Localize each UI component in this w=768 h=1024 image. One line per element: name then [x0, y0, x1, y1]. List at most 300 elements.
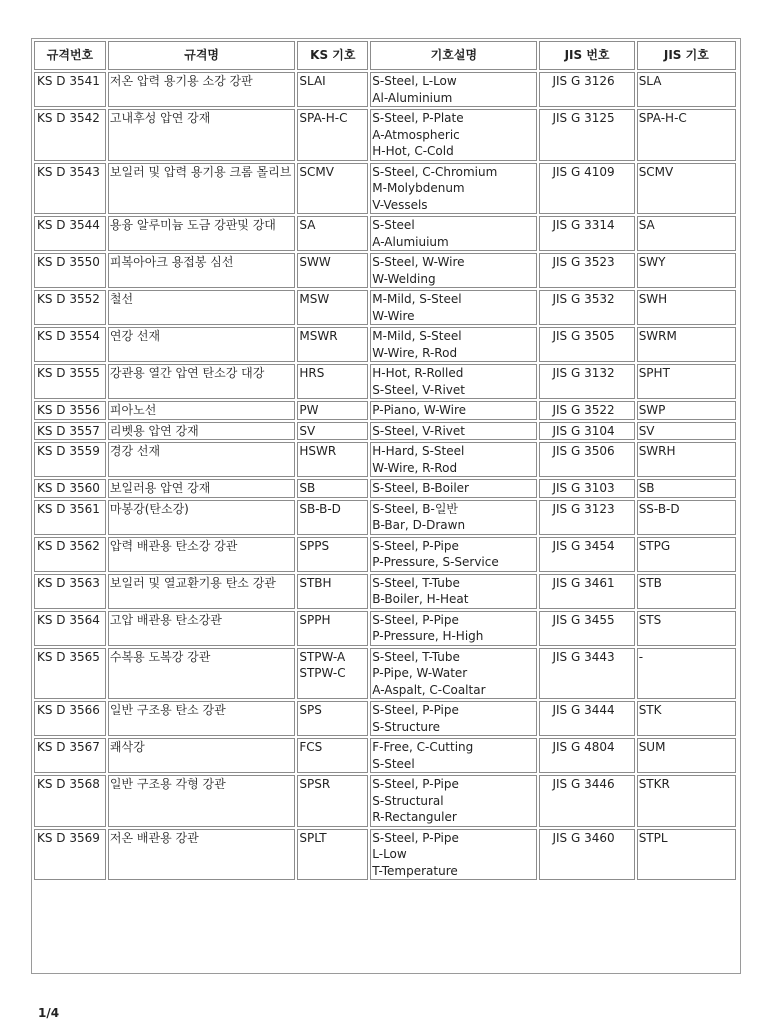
table-row [34, 253, 736, 288]
standards-table [32, 39, 738, 882]
cell-line: S-Steel, P-Pipe [372, 703, 459, 717]
symbol-description-cell [370, 829, 537, 881]
ks-symbol-cell [297, 829, 368, 881]
cell-text: SUM [638, 740, 666, 754]
cell-text: KS D 3557 [37, 423, 100, 438]
cell-line: S-Steel, C-Chromium [372, 164, 498, 179]
jis-number-cell [539, 422, 634, 441]
cell-text: 리벳용 압연 강재 [109, 423, 199, 438]
cell-line: L-Low [372, 847, 407, 861]
standard-number-cell [34, 537, 106, 572]
ks-symbol-cell [297, 364, 368, 399]
ks-symbol-cell [297, 701, 368, 736]
cell-line: S-Structural [372, 793, 444, 808]
cell-text: JIS G 3505 [552, 329, 615, 343]
cell-text: KS D 3569 [37, 830, 100, 845]
cell-line: B-Bar, D-Drawn [372, 518, 466, 532]
cell-text: 저온 배관용 강관 [109, 830, 199, 845]
jis-symbol-cell [637, 479, 736, 498]
table-row [34, 829, 736, 881]
jis-number-cell [539, 72, 634, 107]
cell-line: S-Steel, T-Tube [372, 575, 460, 590]
standard-name-cell [108, 500, 295, 535]
cell-text: STKR [638, 777, 670, 791]
table-row [34, 327, 736, 362]
cell-line: S-Steel, P-Pipe [372, 612, 459, 627]
cell-line: R-Rectanguler [372, 810, 457, 824]
cell-line: MSW [299, 292, 330, 306]
standard-number-cell [34, 401, 106, 420]
symbol-description-cell [370, 253, 537, 288]
cell-line: PW [299, 403, 319, 417]
symbol-description-cell [370, 738, 537, 773]
standard-number-cell [34, 327, 106, 362]
ks-symbol-cell [297, 216, 368, 251]
cell-text: JIS G 3123 [552, 501, 615, 516]
header-symbol-description: 기호설명 [370, 41, 537, 70]
table-row [34, 500, 736, 535]
standard-number-cell [34, 611, 106, 646]
symbol-description-cell [370, 537, 537, 572]
cell-line: W-Welding [372, 271, 436, 286]
cell-text: JIS G 3460 [552, 830, 615, 845]
jis-symbol-cell [637, 327, 736, 362]
symbol-description-cell [370, 775, 537, 827]
cell-text: KS D 3562 [37, 538, 100, 553]
symbol-description-cell [370, 163, 537, 215]
standard-name-cell [108, 163, 295, 215]
jis-symbol-cell [637, 442, 736, 477]
table-row [34, 422, 736, 441]
table-row [34, 701, 736, 736]
cell-text: 경강 선재 [109, 444, 161, 458]
cell-line: SPS [299, 703, 322, 717]
cell-text: JIS G 3532 [552, 292, 615, 306]
ks-symbol-cell [297, 163, 368, 215]
cell-line: P-Piano, W-Wire [372, 403, 467, 417]
standard-name-cell [108, 829, 295, 881]
standard-number-cell [34, 775, 106, 827]
cell-text: 보일러 및 압력 용기용 크롬 몰리브 [109, 164, 292, 179]
jis-symbol-cell [637, 253, 736, 288]
standard-number-cell [34, 701, 106, 736]
jis-number-cell [539, 537, 634, 572]
symbol-description-cell [370, 648, 537, 700]
cell-line: FCS [299, 740, 323, 754]
standard-number-cell [34, 500, 106, 535]
standard-name-cell [108, 738, 295, 773]
cell-text: JIS G 4109 [552, 164, 615, 179]
standard-name-cell [108, 253, 295, 288]
jis-number-cell [539, 442, 634, 477]
table-row [34, 648, 736, 700]
cell-line: SB-B-D [299, 501, 341, 516]
cell-text: SPA-H-C [638, 111, 687, 125]
cell-line: H-Hot, R-Rolled [372, 366, 464, 380]
jis-number-cell [539, 500, 634, 535]
cell-text: KS D 3552 [37, 292, 100, 306]
cell-text: 저온 압력 용기용 소강 강판 [109, 74, 253, 88]
cell-text: SCMV [638, 164, 674, 179]
cell-line: T-Temperature [372, 863, 458, 878]
cell-line: S-Steel [372, 218, 415, 232]
cell-text: 일반 구조용 각형 강관 [109, 777, 226, 791]
cell-text: 압력 배관용 탄소강 강관 [109, 538, 238, 553]
cell-line: W-Wire [372, 308, 415, 323]
ks-symbol-cell [297, 500, 368, 535]
cell-text: 고압 배관용 탄소강관 [109, 612, 222, 627]
cell-text: 철선 [109, 292, 134, 306]
ks-symbol-cell [297, 611, 368, 646]
ks-symbol-cell [297, 442, 368, 477]
ks-symbol-cell [297, 327, 368, 362]
jis-number-cell [539, 290, 634, 325]
cell-text: 보일러용 압연 강재 [109, 481, 211, 495]
cell-text: JIS G 3446 [552, 777, 615, 791]
cell-line: H-Hard, S-Steel [372, 444, 465, 458]
jis-symbol-cell [637, 401, 736, 420]
standard-name-cell [108, 401, 295, 420]
jis-number-cell [539, 327, 634, 362]
standard-name-cell [108, 442, 295, 477]
cell-line: H-Hot, C-Cold [372, 144, 454, 158]
jis-number-cell [539, 216, 634, 251]
table-row [34, 479, 736, 498]
cell-text: JIS G 3443 [552, 649, 615, 664]
ks-symbol-cell [297, 401, 368, 420]
cell-text: 마봉강(탄소강) [109, 501, 189, 516]
cell-line: HRS [299, 366, 325, 380]
cell-line: S-Steel [372, 756, 415, 771]
ks-symbol-cell [297, 253, 368, 288]
cell-text: KS D 3567 [37, 740, 100, 754]
jis-number-cell [539, 163, 634, 215]
jis-symbol-cell [637, 537, 736, 572]
jis-symbol-cell [637, 290, 736, 325]
cell-line: MSWR [299, 329, 338, 343]
cell-text: KS D 3542 [37, 111, 100, 125]
jis-number-cell [539, 109, 634, 161]
jis-number-cell [539, 701, 634, 736]
cell-line: P-Pressure, S-Service [372, 555, 499, 569]
cell-line: F-Free, C-Cutting [372, 740, 474, 754]
cell-line: W-Wire, R-Rod [372, 345, 458, 360]
standard-number-cell [34, 290, 106, 325]
cell-text: 강관용 열간 압연 탄소강 대강 [109, 366, 265, 380]
jis-number-cell [539, 401, 634, 420]
cell-text: JIS G 3314 [552, 218, 615, 232]
standard-number-cell [34, 163, 106, 215]
cell-text: STB [638, 575, 662, 590]
cell-text: KS D 3565 [37, 649, 100, 664]
cell-text: 용융 알루미늄 도금 강판및 강대 [109, 218, 276, 232]
cell-line: SV [299, 423, 316, 438]
cell-text: - [638, 649, 644, 664]
cell-line: S-Structure [372, 719, 441, 734]
jis-number-cell [539, 479, 634, 498]
table-header-row [34, 41, 736, 70]
cell-line: HSWR [299, 444, 337, 458]
cell-text: JIS G 3506 [552, 444, 615, 458]
cell-line: M-Mild, S-Steel [372, 329, 462, 343]
symbol-description-cell [370, 479, 537, 498]
cell-line: S-Steel, P-Plate [372, 111, 464, 125]
jis-number-cell [539, 648, 634, 700]
jis-symbol-cell [637, 829, 736, 881]
cell-text: JIS G 3522 [552, 403, 615, 417]
cell-line: STPW-C [299, 666, 346, 680]
jis-symbol-cell [637, 109, 736, 161]
jis-symbol-cell [637, 648, 736, 700]
cell-text: SWP [638, 403, 666, 417]
cell-line: SWW [299, 255, 331, 269]
jis-number-cell [539, 364, 634, 399]
symbol-description-cell [370, 422, 537, 441]
jis-number-cell [539, 574, 634, 609]
cell-line: P-Pipe, W-Water [372, 666, 468, 680]
standard-number-cell [34, 253, 106, 288]
standard-name-cell [108, 611, 295, 646]
jis-symbol-cell [637, 775, 736, 827]
jis-symbol-cell [637, 216, 736, 251]
jis-symbol-cell [637, 500, 736, 535]
standard-name-cell [108, 327, 295, 362]
cell-text: 고내후성 압연 강재 [109, 111, 211, 125]
table-row [34, 574, 736, 609]
ks-symbol-cell [297, 574, 368, 609]
cell-line: S-Steel, B-일반 [372, 501, 459, 516]
cell-text: SV [638, 423, 655, 438]
symbol-description-cell [370, 364, 537, 399]
cell-line: A-Atmospheric [372, 127, 460, 142]
standard-name-cell [108, 72, 295, 107]
cell-line: S-Steel, L-Low [372, 74, 457, 88]
cell-line: SPLT [299, 830, 327, 845]
cell-line: STBH [299, 575, 332, 590]
cell-text: 연강 선재 [109, 329, 161, 343]
symbol-description-cell [370, 574, 537, 609]
cell-line: W-Wire, R-Rod [372, 460, 458, 475]
standard-number-cell [34, 109, 106, 161]
jis-number-cell [539, 775, 634, 827]
standard-number-cell [34, 479, 106, 498]
standard-number-cell [34, 738, 106, 773]
table-row [34, 738, 736, 773]
cell-text: KS D 3560 [37, 481, 100, 495]
cell-line: SA [299, 218, 316, 232]
cell-line: S-Steel, P-Pipe [372, 830, 459, 845]
cell-line: S-Steel, P-Pipe [372, 538, 459, 553]
cell-line: A-Alumiuium [372, 234, 449, 249]
cell-text: SWY [638, 255, 666, 269]
standard-name-cell [108, 364, 295, 399]
cell-text: 피복아아크 용접봉 심선 [109, 255, 234, 269]
cell-line: B-Boiler, H-Heat [372, 592, 469, 606]
standard-name-cell [108, 648, 295, 700]
standard-name-cell [108, 775, 295, 827]
cell-line: SPSR [299, 777, 331, 791]
table-row [34, 290, 736, 325]
cell-text: KS D 3544 [37, 218, 100, 232]
ks-symbol-cell [297, 422, 368, 441]
ks-symbol-cell [297, 775, 368, 827]
cell-line: SCMV [299, 164, 334, 179]
cell-text: JIS G 3132 [552, 366, 615, 380]
cell-text: KS D 3555 [37, 366, 100, 380]
symbol-description-cell [370, 401, 537, 420]
jis-symbol-cell [637, 422, 736, 441]
cell-line: SPPH [299, 612, 331, 627]
symbol-description-cell [370, 500, 537, 535]
standard-name-cell [108, 701, 295, 736]
standard-name-cell [108, 109, 295, 161]
cell-line: P-Pressure, H-High [372, 629, 484, 643]
standard-name-cell [108, 574, 295, 609]
header-jis-symbol: JIS 기호 [637, 41, 736, 70]
header-jis-number: JIS 번호 [539, 41, 634, 70]
cell-text: 쾌삭강 [109, 740, 145, 754]
cell-line: V-Vessels [372, 197, 428, 212]
cell-text: JIS G 3455 [552, 612, 615, 627]
cell-text: SWRH [638, 444, 676, 458]
cell-text: JIS G 3523 [552, 255, 615, 269]
standards-table-frame [31, 38, 741, 974]
table-row [34, 109, 736, 161]
cell-text: SA [638, 218, 655, 232]
header-ks-symbol: KS 기호 [297, 41, 368, 70]
symbol-description-cell [370, 701, 537, 736]
cell-text: SWRM [638, 329, 677, 343]
table-row [34, 364, 736, 399]
cell-text: JIS G 4804 [552, 740, 615, 754]
standard-number-cell [34, 72, 106, 107]
cell-text: JIS G 3104 [552, 423, 615, 438]
cell-text: JIS G 3125 [552, 111, 615, 125]
standard-number-cell [34, 829, 106, 881]
cell-text: JIS G 3103 [552, 481, 615, 495]
cell-text: STS [638, 612, 662, 627]
table-row [34, 442, 736, 477]
jis-number-cell [539, 738, 634, 773]
jis-symbol-cell [637, 72, 736, 107]
table-row [34, 775, 736, 827]
standard-number-cell [34, 648, 106, 700]
jis-symbol-cell [637, 611, 736, 646]
ks-symbol-cell [297, 72, 368, 107]
standard-number-cell [34, 422, 106, 441]
standard-name-cell [108, 290, 295, 325]
cell-line: S-Steel, B-Boiler [372, 481, 469, 495]
cell-text: KS D 3568 [37, 777, 100, 791]
standard-name-cell [108, 537, 295, 572]
standard-number-cell [34, 574, 106, 609]
symbol-description-cell [370, 327, 537, 362]
cell-text: 일반 구조용 탄소 강관 [109, 703, 226, 717]
symbol-description-cell [370, 442, 537, 477]
standard-number-cell [34, 442, 106, 477]
cell-text: KS D 3564 [37, 612, 100, 627]
cell-line: M-Molybdenum [372, 181, 465, 195]
cell-text: JIS G 3444 [552, 703, 615, 717]
cell-text: 피아노선 [109, 403, 157, 417]
standard-name-cell [108, 479, 295, 498]
cell-text: KS D 3556 [37, 403, 100, 417]
cell-text: STPG [638, 538, 671, 553]
cell-text: KS D 3541 [37, 74, 100, 88]
cell-text: SLA [638, 74, 662, 88]
cell-text: KS D 3563 [37, 575, 100, 590]
table-row [34, 611, 736, 646]
table-row [34, 216, 736, 251]
cell-text: SS-B-D [638, 501, 680, 516]
cell-line: S-Steel, P-Pipe [372, 777, 459, 791]
table-row [34, 401, 736, 420]
cell-line: S-Steel, W-Wire [372, 255, 465, 269]
cell-text: JIS G 3126 [552, 74, 615, 88]
ks-symbol-cell [297, 537, 368, 572]
standard-name-cell [108, 216, 295, 251]
symbol-description-cell [370, 290, 537, 325]
cell-text: SWH [638, 292, 668, 306]
cell-text: KS D 3554 [37, 329, 100, 343]
ks-symbol-cell [297, 479, 368, 498]
cell-text: STK [638, 703, 662, 717]
ks-symbol-cell [297, 290, 368, 325]
cell-line: SLAI [299, 74, 326, 88]
table-row [34, 537, 736, 572]
cell-line: Al-Aluminium [372, 90, 453, 105]
standard-name-cell [108, 422, 295, 441]
ks-symbol-cell [297, 648, 368, 700]
cell-text: KS D 3559 [37, 444, 100, 458]
cell-text: KS D 3566 [37, 703, 100, 717]
jis-symbol-cell [637, 701, 736, 736]
cell-line: SPA-H-C [299, 111, 348, 125]
cell-line: A-Aspalt, C-Coaltar [372, 682, 486, 697]
symbol-description-cell [370, 109, 537, 161]
cell-line: S-Steel, V-Rivet [372, 382, 465, 397]
cell-text: KS D 3550 [37, 255, 100, 269]
jis-symbol-cell [637, 574, 736, 609]
symbol-description-cell [370, 611, 537, 646]
cell-text: JIS G 3461 [552, 575, 615, 590]
cell-text: KS D 3561 [37, 501, 100, 516]
cell-line: STPW-A [299, 649, 346, 664]
cell-line: S-Steel, T-Tube [372, 649, 460, 664]
standard-number-cell [34, 216, 106, 251]
jis-number-cell [539, 829, 634, 881]
cell-text: JIS G 3454 [552, 538, 615, 553]
cell-line: SPPS [299, 538, 330, 553]
jis-symbol-cell [637, 738, 736, 773]
ks-symbol-cell [297, 738, 368, 773]
cell-text: KS D 3543 [37, 164, 100, 179]
cell-text: STPL [638, 830, 668, 845]
symbol-description-cell [370, 216, 537, 251]
cell-line: S-Steel, V-Rivet [372, 423, 465, 438]
page-number: 1/4 [38, 1006, 60, 1020]
header-standard-number: 규격번호 [34, 41, 106, 70]
standard-number-cell [34, 364, 106, 399]
cell-line: M-Mild, S-Steel [372, 292, 462, 306]
cell-line: SB [299, 481, 316, 495]
jis-symbol-cell [637, 364, 736, 399]
cell-text: SPHT [638, 366, 670, 380]
cell-text: 보일러 및 열교환기용 탄소 강관 [109, 575, 276, 590]
cell-text: SB [638, 481, 655, 495]
header-standard-name: 규격명 [108, 41, 295, 70]
jis-symbol-cell [637, 163, 736, 215]
